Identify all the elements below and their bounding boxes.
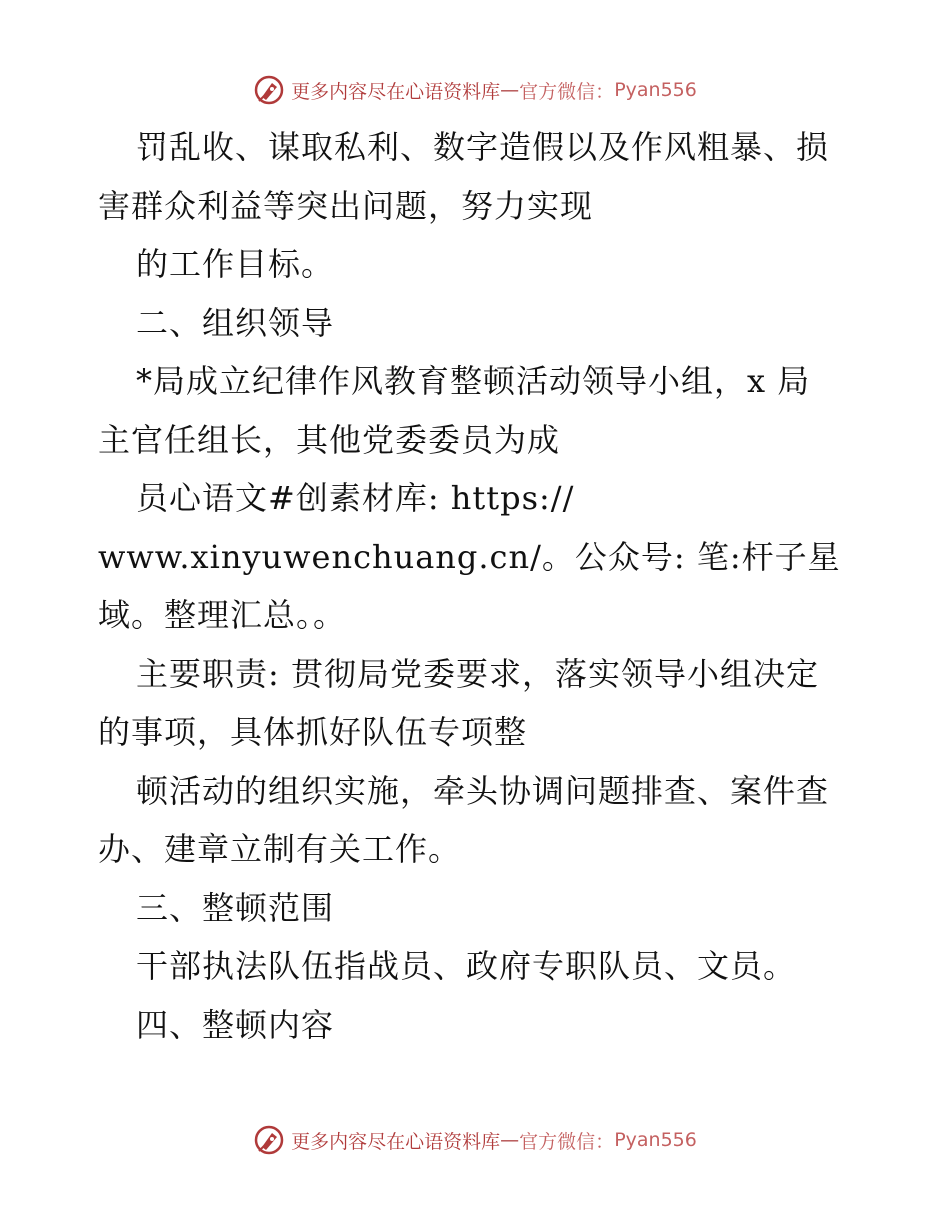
watermark-wechat-label: 官方微信：: [519, 80, 615, 103]
text-line: 干部执法队伍指战员、政府专职队员、文员。: [136, 947, 797, 985]
watermark-wechat-id: Pyan556: [614, 1129, 697, 1151]
text-line: 罚乱收、谋取私利、数字造假以及作风粗暴、损: [136, 128, 830, 166]
pen-nib-logo-icon: [253, 1124, 285, 1156]
watermark-dash: —: [500, 79, 520, 101]
watermark-wechat-label: 官方微信：: [519, 1130, 615, 1153]
watermark-main-text: 更多内容尽在心语资料库: [291, 80, 501, 103]
watermark-main-text: 更多内容尽在心语资料库: [291, 1130, 501, 1153]
text-line: *局成立纪律作风教育整顿活动领导小组，x 局: [136, 362, 811, 400]
text-line: 域。整理汇总。。: [98, 596, 347, 634]
section-heading: 二、组织领导: [136, 303, 335, 342]
section-heading: 三、整顿范围: [136, 888, 335, 927]
watermark-wechat-id: Pyan556: [614, 79, 697, 101]
section-heading: 四、整顿内容: [136, 1005, 335, 1044]
text-line: 顿活动的组织实施，牵头协调问题排查、案件查: [136, 771, 830, 810]
text-line: 主官任组长，其他党委委员为成: [98, 420, 561, 459]
text-line: 主要职责: 贯彻局党委要求，落实领导小组决定: [136, 654, 819, 693]
pen-nib-logo-icon: [253, 74, 285, 106]
text-line: 员心语文#创素材库: https://: [136, 479, 575, 517]
text-line: 害群众利益等突出问题，努力实现: [98, 186, 594, 225]
text-line: 的工作目标。: [136, 245, 335, 283]
header-watermark: [0, 70, 950, 110]
text-line: 办、建章立制有关工作。: [98, 830, 462, 868]
footer-watermark: [0, 1120, 950, 1160]
watermark-dash: —: [500, 1129, 520, 1151]
text-line: 的事项，具体抓好队伍专项整: [98, 713, 528, 751]
text-line: www.xinyuwenchuang.cn/。公众号: 笔:杆子星: [98, 537, 841, 576]
document-body: [98, 118, 858, 1054]
